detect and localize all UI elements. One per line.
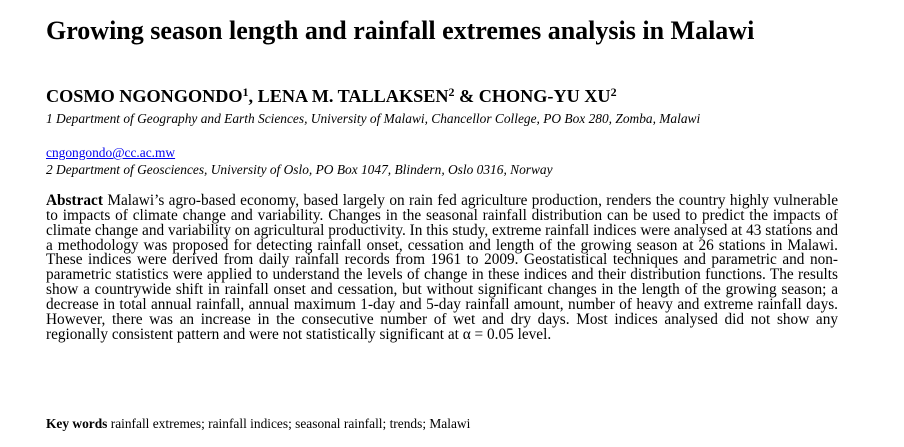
author-name: CHONG-YU XU	[478, 86, 611, 106]
author-line	[46, 86, 617, 107]
keywords	[46, 416, 470, 432]
keywords-label: Key words	[46, 416, 108, 431]
affiliation-mark: 2	[448, 85, 455, 99]
author-name: LENA M. TALLAKSEN	[257, 86, 449, 106]
abstract-label: Abstract	[46, 192, 103, 209]
affiliation-mark: 2	[610, 85, 617, 99]
author-email-link[interactable]: cngongondo@cc.ac.mw	[46, 145, 176, 160]
abstract	[46, 194, 838, 342]
abstract-text: Malawi’s agro-based economy, based largely on rain fed agriculture production, renders the country highly vulnerable to impacts of climate change and variability. Changes in the seasonal rainfall distribution can be used to predict the impacts of climate change and variability on agricultural productivity. In this study, extreme rainfall indices were analysed at 43 stations and a methodology was proposed for detecting rainfall onset, cessation and length of the growing season at 26 stations in Malawi. These indices were derived from daily rainfall records from 1961 to 2009. Geostatistical techniques and parametric and non-parametric statistics were applied to understand the levels of change in these indices and their distribution functions. The results show a countrywide shift in rainfall onset and cessation, but without significant changes in the length of the growing season; a decrease in total annual rainfall, annual maximum 1-day and 5-day rainfall amount, number of heavy and extreme rainfall days. However, there was an increase in the consecutive number of wet and dry days. Most indices analysed did not show any regionally consistent pattern and were not statistically significant at α = 0.05 level.	[46, 192, 838, 343]
paper-title: Growing season length and rainfall extremes analysis in Malawi	[46, 16, 755, 45]
author-separator: ,	[248, 86, 258, 106]
affiliation-mark: 1	[242, 85, 249, 99]
keywords-text: rainfall extremes; rainfall indices; seasonal rainfall; trends; Malawi	[110, 416, 471, 431]
affiliation-1: 1 Department of Geography and Earth Sciences, University of Malawi, Chancellor College, PO Box 280, Zomba, Malawi	[46, 111, 701, 126]
author-separator: &	[454, 86, 479, 106]
affiliation-2: 2 Department of Geosciences, University of Oslo, PO Box 1047, Blindern, Oslo 0316, Norway	[46, 162, 553, 177]
author-name: COSMO NGONGONDO	[46, 86, 243, 106]
